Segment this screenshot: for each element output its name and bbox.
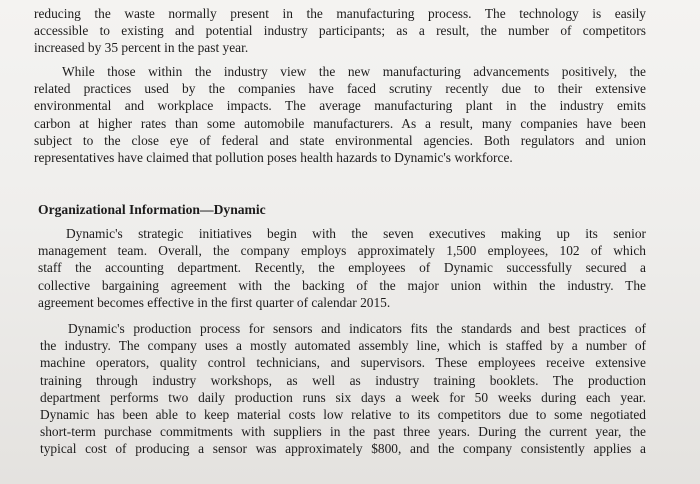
text-line: training through industry workshops, as well as industry training booklets. The production <box>40 372 646 388</box>
text-line: the industry. The company uses a mostly automated assembly line, which is staffed by a number of <box>40 338 646 354</box>
text-line: short-term purchase commitments with suppliers in the past three years. During the current year, the <box>40 424 646 440</box>
text-line: Dynamic has been able to keep material costs low relative to its competitors due to some negotiated <box>40 407 646 423</box>
text-line: accessible to existing and potential industry participants; as a result, the number of competitors <box>34 23 646 39</box>
paragraph-2 <box>34 63 646 166</box>
section-heading: Organizational Information—Dynamic <box>38 202 266 217</box>
text-line: While those within the industry view the new manufacturing advancements positively, the <box>62 64 646 79</box>
text-line: typical cost of producing a sensor was approximately $800, and the company consistently applies a <box>40 441 646 457</box>
text-line: related practices used by the companies have faced scrutiny recently due to their extensive <box>34 81 646 97</box>
text-line: machine operators, quality control technicians, and supervisors. These employees receive extensive <box>40 355 646 371</box>
paragraph-1 <box>34 5 646 57</box>
text-line: staff the accounting department. Recently, the employees of Dynamic successfully secured a <box>38 260 646 276</box>
text-line: carbon at higher rates than some automobile manufacturers. As a result, many companies have been <box>34 115 646 131</box>
paragraph-4 <box>40 320 646 458</box>
text-line: representatives have claimed that pollution poses health hazards to Dynamic's workforce. <box>34 150 513 166</box>
text-line: management team. Overall, the company employs approximately 1,500 employees, 102 of which <box>38 243 646 259</box>
text-line: increased by 35 percent in the past year. <box>34 40 249 56</box>
paragraph-3 <box>38 225 646 311</box>
text-line: agreement becomes effective in the first quarter of calendar 2015. <box>38 294 391 310</box>
text-line: reducing the waste normally present in the manufacturing process. The technology is easily <box>34 6 646 21</box>
text-line: subject to the close eye of federal and state environmental agencies. Both regulators and union <box>34 132 646 148</box>
text-line: Dynamic's production process for sensors and indicators fits the standards and best practices of <box>68 321 646 336</box>
text-line: department performs two daily production runs six days a week for 50 weeks during each year. <box>40 389 646 405</box>
text-line: environmental and workplace impacts. The average manufacturing plant in the industry emits <box>34 98 646 114</box>
text-line: collective bargaining agreement with the backing of the major union within the industry. The <box>38 277 646 293</box>
text-line: Dynamic's strategic initiatives begin with the seven executives making up its senior <box>66 226 646 241</box>
